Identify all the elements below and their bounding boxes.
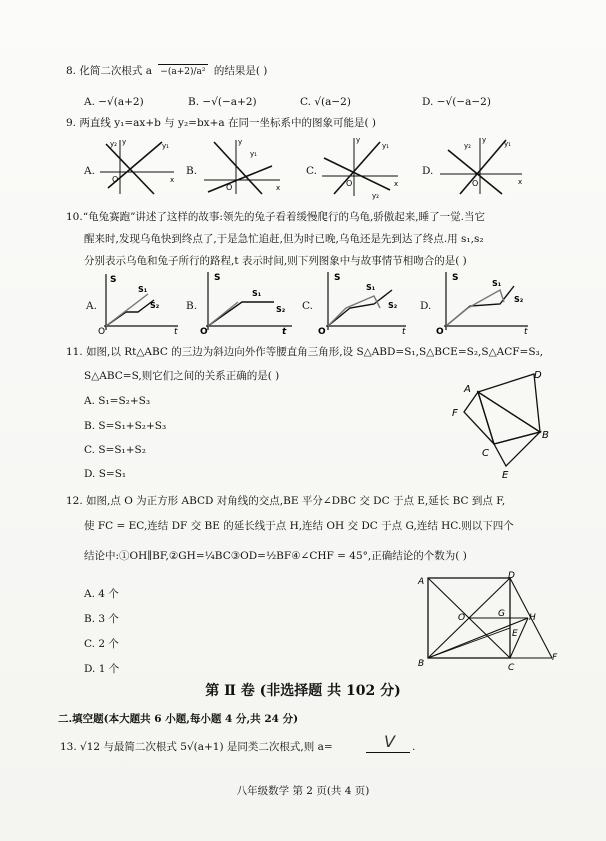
q12-figure bbox=[418, 570, 564, 674]
q10a-label-s1: S₁ bbox=[138, 285, 148, 294]
q11-figure bbox=[444, 366, 564, 482]
q9a-label-y: y bbox=[122, 138, 127, 146]
q12-label-h: H bbox=[529, 613, 536, 623]
q9c-label-y1: y₁ bbox=[382, 142, 389, 150]
q12-option-b[interactable]: B. 3 个 bbox=[84, 613, 119, 625]
q9d-label-x: x bbox=[518, 178, 523, 186]
q9d-label-y: y bbox=[482, 136, 487, 144]
q9c-label-y: y bbox=[356, 136, 361, 144]
q10-option-a[interactable]: A. bbox=[86, 300, 97, 312]
q11-label-e: E bbox=[502, 470, 509, 481]
q10b-label-t: t bbox=[282, 327, 287, 337]
q10a-label-s: S bbox=[110, 275, 117, 285]
q9-graph-b bbox=[200, 136, 284, 196]
q10a-label-t: t bbox=[174, 327, 178, 337]
q9-graph-d bbox=[436, 134, 528, 196]
q12-label-f: F bbox=[552, 653, 558, 663]
q10b-label-s1: S₁ bbox=[252, 289, 262, 298]
q11-line2: S△ABC=S,则它们之间的关系正确的是( ) bbox=[84, 370, 280, 382]
q10c-label-s2: S₂ bbox=[388, 301, 398, 310]
q12-label-a: A bbox=[418, 577, 425, 587]
q12-label-c: C bbox=[508, 663, 515, 673]
q11-label-f: F bbox=[452, 408, 458, 419]
page-footer: 八年级数学 第 2 页(共 4 页) bbox=[236, 785, 370, 797]
q11-label-c: C bbox=[482, 448, 489, 459]
q9-graph-a bbox=[96, 136, 180, 196]
q10c-label-o: O bbox=[318, 327, 326, 337]
q12-label-g: G bbox=[498, 609, 505, 619]
q10b-label-s2: S₂ bbox=[276, 305, 286, 314]
q9d-label-o: O bbox=[472, 179, 479, 188]
q12-option-a[interactable]: A. 4 个 bbox=[84, 588, 119, 600]
q13-handwritten-answer: V bbox=[384, 732, 395, 751]
q8-radical: −(a+2)/a² bbox=[158, 64, 207, 79]
q12-label-d: D bbox=[508, 571, 515, 581]
q13-stem: 13. √12 与最简二次根式 5√(a+1) 是同类二次根式,则 a= bbox=[60, 741, 333, 753]
q10-option-d[interactable]: D. bbox=[420, 300, 432, 312]
q8-stem-suffix: 的结果是( ) bbox=[213, 65, 268, 77]
q10a-label-o: O bbox=[98, 327, 106, 337]
q9c-label-o: O bbox=[346, 179, 353, 188]
q11-label-b: B bbox=[542, 430, 549, 441]
q9a-label-o: O bbox=[112, 175, 119, 184]
q13-suffix: . bbox=[412, 741, 416, 753]
q9-option-c[interactable]: C. bbox=[306, 165, 317, 177]
q11-label-a: A bbox=[464, 384, 471, 395]
q10-graph-a bbox=[98, 270, 184, 336]
q10d-label-o: O bbox=[436, 327, 444, 337]
q12-line1: 12. 如图,点 O 为正方形 ABCD 对角线的交点,BE 平分∠DBC 交 DC 于点 E,延长 BC 到点 F, bbox=[66, 495, 506, 507]
q9c-label-x: x bbox=[394, 180, 399, 188]
q12-option-d[interactable]: D. 1 个 bbox=[84, 663, 120, 675]
q9d-label-y1: y₁ bbox=[504, 140, 511, 148]
q10a-label-s2: S₂ bbox=[150, 301, 160, 310]
q10-line3: 分别表示乌龟和兔子所行的路程,t 表示时间,则下列图象中与故事情节相吻合的是( ) bbox=[84, 255, 467, 267]
q8-option-b[interactable]: B. −√(−a+2) bbox=[188, 96, 257, 108]
q13-answer-field[interactable] bbox=[366, 732, 410, 753]
q8-option-d[interactable]: D. −√(−a−2) bbox=[422, 96, 491, 108]
q9d-label-y2: y₂ bbox=[464, 142, 471, 150]
q9b-label-y1: y₁ bbox=[250, 150, 257, 158]
q11-option-c[interactable]: C. S=S₁+S₂ bbox=[84, 444, 146, 456]
q10b-label-o: O bbox=[200, 327, 208, 337]
q12-option-c[interactable]: C. 2 个 bbox=[84, 638, 119, 650]
q9c-label-y2: y₂ bbox=[372, 192, 379, 200]
q9a-label-y1: y₁ bbox=[162, 142, 169, 150]
q11-line1: 11. 如图,以 Rt△ABC 的三边为斜边向外作等腰直角三角形,设 S△ABD=S₁,S△BCE=S₂,S△ACF=S₃, bbox=[66, 346, 544, 358]
q10c-label-s1: S₁ bbox=[366, 283, 376, 292]
q10d-label-s2: S₂ bbox=[514, 295, 524, 304]
q10-option-b[interactable]: B. bbox=[186, 300, 198, 312]
q10-option-c[interactable]: C. bbox=[302, 300, 313, 312]
q11-label-d: D bbox=[534, 370, 542, 381]
q9-stem: 9. 两直线 y₁=ax+b 与 y₂=bx+a 在同一坐标系中的图象可能是( ) bbox=[66, 117, 377, 129]
q10c-label-t: t bbox=[402, 327, 406, 337]
q11-option-b[interactable]: B. S=S₁+S₂+S₃ bbox=[84, 420, 167, 432]
section-title: 第 Ⅱ 卷 (非选择题 共 102 分) bbox=[205, 683, 401, 699]
q10d-label-s1: S₁ bbox=[492, 279, 502, 288]
q12-line3: 结论中:①OH∥BF,②GH=¼BC③OD=½BF④∠CHF = 45°,正确结论的个数为( ) bbox=[84, 550, 467, 562]
q10d-label-t: t bbox=[524, 327, 528, 337]
q9-graph-c bbox=[318, 134, 402, 200]
q10d-label-s: S bbox=[452, 273, 459, 283]
q12-label-e: E bbox=[512, 629, 518, 639]
q8-option-a[interactable]: A. −√(a+2) bbox=[84, 96, 144, 108]
q9-option-d[interactable]: D. bbox=[422, 165, 434, 177]
q12-label-o: O bbox=[458, 613, 466, 623]
q10-graph-d bbox=[434, 268, 534, 336]
q12-label-b: B bbox=[418, 659, 425, 669]
q10b-label-s: S bbox=[214, 273, 221, 283]
q10-graph-b bbox=[198, 268, 298, 336]
q11-option-a[interactable]: A. S₁=S₂+S₃ bbox=[84, 395, 151, 407]
q8-stem-prefix: 8. 化简二次根式 a bbox=[66, 65, 152, 77]
q8-option-c[interactable]: C. √(a−2) bbox=[300, 96, 351, 108]
q10-graph-c bbox=[316, 268, 412, 336]
q9a-label-x: x bbox=[170, 176, 175, 184]
q8-stem bbox=[66, 64, 267, 79]
q12-line2: 使 FC = EC,连结 DF 交 BE 的延长线于点 H,连结 OH 交 DC 于点 G,连结 HC.则以下四个 bbox=[84, 520, 514, 532]
q11-option-d[interactable]: D. S=S₁ bbox=[84, 468, 127, 480]
part2-heading: 二.填空题(本大题共 6 小题,每小题 4 分,共 24 分) bbox=[58, 713, 299, 725]
q9b-label-o: O bbox=[226, 183, 233, 192]
q10-line1: 10.“龟兔赛跑”讲述了这样的故事:领先的兔子看着缓慢爬行的乌龟,骄傲起来,睡了一觉.当它 bbox=[66, 211, 485, 223]
q10-line2: 醒来时,发现乌龟快到终点了,于是急忙追赶,但为时已晚,乌龟还是先到达了终点.用 s₁,s₂ bbox=[84, 233, 484, 245]
q10c-label-s: S bbox=[334, 273, 341, 283]
q9b-label-y: y bbox=[238, 138, 243, 146]
q9b-label-x: x bbox=[276, 184, 281, 192]
q9-option-a[interactable]: A. bbox=[84, 165, 95, 177]
q9a-label-y2: y₂ bbox=[110, 140, 117, 148]
q9-option-b[interactable]: B. bbox=[186, 165, 198, 177]
